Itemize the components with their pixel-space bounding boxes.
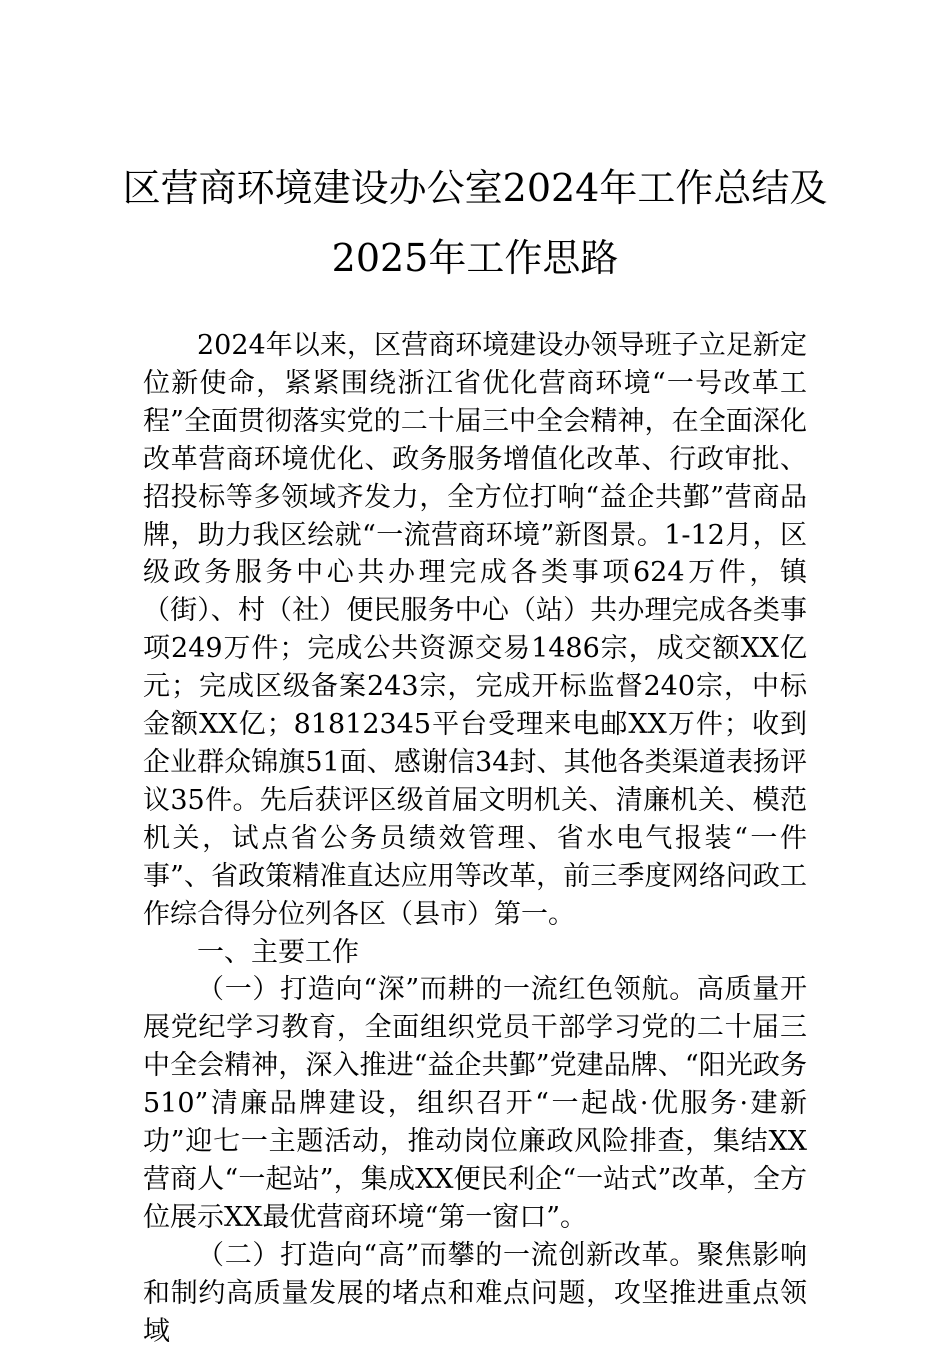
document-body <box>143 327 807 1350</box>
section-heading: 一、主要工作 <box>197 936 359 968</box>
paragraph-red-leadership: （一）打造向“深”而耕的一流红色领航。高质量开展党纪学习教育，全面组织党员干部学习党的二十届三中全会精神，深入推进“益企共鄞”党建品牌、“阳光政务510”清廉品牌建设，组织召开“一起战·优服务·建新功”迎七一主题活动，推动岗位廉政风险排查，集结XX营商人“一起站”，集成XX便民利企“一站式”改革，全方位展示XX最优营商环境“第一窗口”。 <box>143 974 807 1233</box>
document-title-line-2: 2025年工作思路 <box>331 236 619 280</box>
paragraph-innovation-reform: （二）打造向“高”而攀的一流创新改革。聚焦影响和制约高质量发展的堵点和难点问题，攻坚推进重点领域 <box>143 1239 807 1347</box>
intro-paragraph: 2024年以来，区营商环境建设办领导班子立足新定位新使命，紧紧围绕浙江省优化营商环境“一号改革工程”全面贯彻落实党的二十届三中全会精神，在全面深化改革营商环境优化、政务服务增值化改革、行政审批、招投标等多领域齐发力，全方位打响“益企共鄞”营商品牌，助力我区绘就“一流营商环境”新图景。1-12月，区级政务服务中心共办理完成各类事项624万件，镇（街）、村（社）便民服务中心（站）共办理完成各类事项249万件；完成公共资源交易1486宗，成交额XX亿元；完成区级备案243宗，完成开标监督240宗，中标金额XX亿；81812345平台受理来电邮XX万件；收到企业群众锦旗51面、感谢信34封、其他各类渠道表扬评议35件。先后获评区级首届文明机关、清廉机关、模范机关，试点省公务员绩效管理、省水电气报装“一件事”、省政策精准直达应用等改革，前三季度网络问政工作综合得分位列各区（县市）第一。 <box>143 330 807 930</box>
document-title-line-1: 区营商环境建设办公室2024年工作总结及 <box>122 166 828 210</box>
